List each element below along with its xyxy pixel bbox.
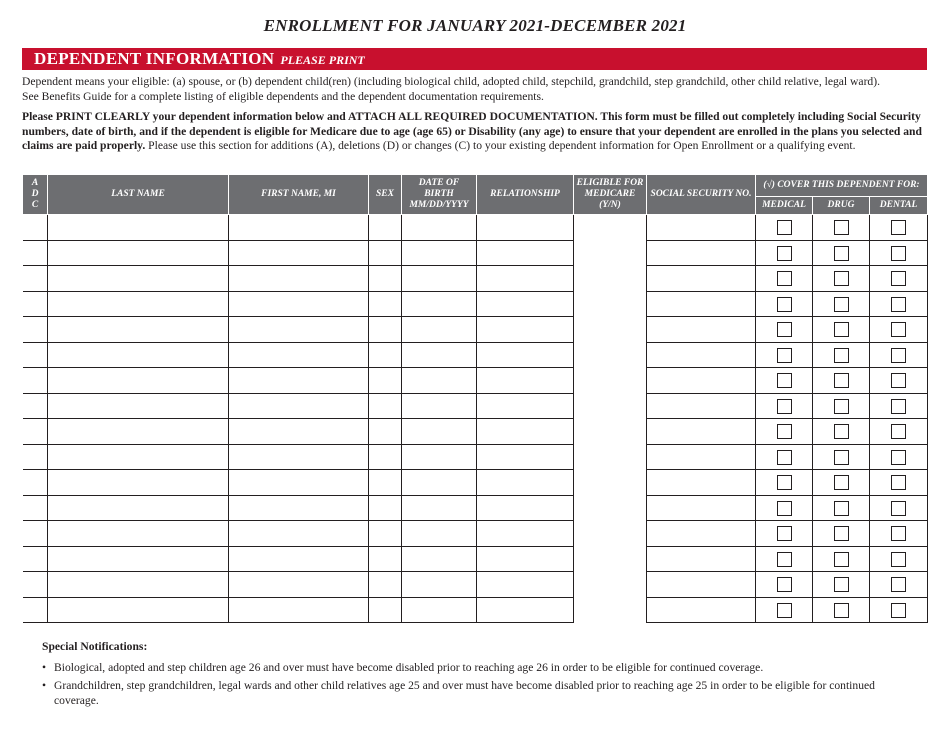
last-name-field[interactable]	[48, 368, 229, 394]
first-name-field[interactable]	[229, 393, 369, 419]
dental-checkbox[interactable]	[891, 501, 906, 516]
medicare-field[interactable]	[574, 546, 647, 572]
table-row	[23, 368, 928, 394]
ssn-field[interactable]	[647, 215, 756, 241]
dental-cell	[870, 342, 928, 368]
adc-field[interactable]	[23, 444, 48, 470]
adc-field[interactable]	[23, 521, 48, 547]
first-name-field[interactable]	[229, 240, 369, 266]
date-of-birth-field[interactable]	[402, 393, 477, 419]
table-row	[23, 342, 928, 368]
date-of-birth-field[interactable]	[402, 572, 477, 598]
medical-checkbox[interactable]	[777, 424, 792, 439]
table-row	[23, 215, 928, 241]
drug-checkbox[interactable]	[834, 577, 849, 592]
drug-checkbox[interactable]	[834, 424, 849, 439]
first-name-field[interactable]	[229, 215, 369, 241]
drug-checkbox[interactable]	[834, 373, 849, 388]
relationship-field[interactable]	[477, 317, 574, 343]
dental-checkbox[interactable]	[891, 424, 906, 439]
dental-cell	[870, 393, 928, 419]
adc-field[interactable]	[23, 419, 48, 445]
medical-cell	[756, 572, 813, 598]
medical-checkbox[interactable]	[777, 322, 792, 337]
last-name-field[interactable]	[48, 419, 229, 445]
drug-cell	[813, 572, 870, 598]
ssn-field[interactable]	[647, 495, 756, 521]
drug-cell	[813, 546, 870, 572]
ssn-field[interactable]	[647, 546, 756, 572]
sex-field[interactable]	[369, 521, 402, 547]
adc-field[interactable]	[23, 597, 48, 623]
last-name-field[interactable]	[48, 546, 229, 572]
dental-checkbox[interactable]	[891, 450, 906, 465]
adc-field[interactable]	[23, 266, 48, 292]
dental-cell	[870, 444, 928, 470]
first-name-field[interactable]	[229, 495, 369, 521]
ssn-field[interactable]	[647, 597, 756, 623]
relationship-field[interactable]	[477, 393, 574, 419]
sex-field[interactable]	[369, 215, 402, 241]
medical-cell	[756, 419, 813, 445]
table-row	[23, 444, 928, 470]
last-name-field[interactable]	[48, 597, 229, 623]
relationship-field[interactable]	[477, 419, 574, 445]
relationship-field[interactable]	[477, 342, 574, 368]
first-name-field[interactable]	[229, 546, 369, 572]
dental-checkbox[interactable]	[891, 552, 906, 567]
relationship-field[interactable]	[477, 470, 574, 496]
date-of-birth-field[interactable]	[402, 266, 477, 292]
dental-cell	[870, 521, 928, 547]
notification-item: • Grandchildren, step grandchildren, legal wards and other child relatives age 25 and over must have become disabled prior to reaching age 25 in order to be eligible for continued coverage.	[42, 679, 875, 707]
sex-field[interactable]	[369, 266, 402, 292]
last-name-field[interactable]	[48, 342, 229, 368]
table-row	[23, 521, 928, 547]
date-of-birth-field[interactable]	[402, 240, 477, 266]
col-medical: MEDICAL	[756, 197, 813, 215]
dental-checkbox[interactable]	[891, 373, 906, 388]
dental-cell	[870, 470, 928, 496]
date-of-birth-field[interactable]	[402, 317, 477, 343]
adc-field[interactable]	[23, 291, 48, 317]
last-name-field[interactable]	[48, 240, 229, 266]
medicare-field[interactable]	[574, 342, 647, 368]
intro-line-2: See Benefits Guide for a complete listing of eligible dependents and the dependent documentation requirements.	[22, 89, 544, 103]
ssn-field[interactable]	[647, 342, 756, 368]
dental-checkbox[interactable]	[891, 526, 906, 541]
last-name-field[interactable]	[48, 470, 229, 496]
table-row	[23, 393, 928, 419]
ssn-field[interactable]	[647, 368, 756, 394]
ssn-field[interactable]	[647, 240, 756, 266]
drug-checkbox[interactable]	[834, 322, 849, 337]
table-row	[23, 317, 928, 343]
medical-cell	[756, 215, 813, 241]
date-of-birth-field[interactable]	[402, 495, 477, 521]
sex-field[interactable]	[369, 444, 402, 470]
drug-cell	[813, 444, 870, 470]
adc-field[interactable]	[23, 470, 48, 496]
relationship-field[interactable]	[477, 572, 574, 598]
medicare-field[interactable]	[574, 291, 647, 317]
col-medicare: ELIGIBLE FOR MEDICARE (Y/N)	[574, 175, 647, 215]
date-of-birth-field[interactable]	[402, 470, 477, 496]
sex-field[interactable]	[369, 317, 402, 343]
col-relationship: RELATIONSHIP	[477, 175, 574, 215]
date-of-birth-field[interactable]	[402, 444, 477, 470]
last-name-field[interactable]	[48, 317, 229, 343]
col-drug: DRUG	[813, 197, 870, 215]
first-name-field[interactable]	[229, 266, 369, 292]
table-row	[23, 266, 928, 292]
last-name-field[interactable]	[48, 291, 229, 317]
medicare-field[interactable]	[574, 470, 647, 496]
sex-field[interactable]	[369, 291, 402, 317]
instructions-normal: Please use this section for additions (A), deletions (D) or changes (C) to your existing dependent information for Open Enrollment or a qualifying event.	[145, 139, 856, 152]
notification-item: • Biological, adopted and step children age 26 and over must have become disabled prior to reaching age 26 in order to be eligible for continued coverage.	[42, 660, 764, 674]
adc-field[interactable]	[23, 240, 48, 266]
medical-checkbox[interactable]	[777, 348, 792, 363]
instructions	[22, 110, 928, 154]
dental-cell	[870, 266, 928, 292]
last-name-field[interactable]	[48, 521, 229, 547]
drug-cell	[813, 597, 870, 623]
medicare-field[interactable]	[574, 495, 647, 521]
drug-checkbox[interactable]	[834, 271, 849, 286]
medical-cell	[756, 495, 813, 521]
dental-cell	[870, 495, 928, 521]
date-of-birth-field[interactable]	[402, 342, 477, 368]
date-of-birth-field[interactable]	[402, 597, 477, 623]
first-name-field[interactable]	[229, 291, 369, 317]
medical-cell	[756, 597, 813, 623]
dental-cell	[870, 291, 928, 317]
medicare-field[interactable]	[574, 240, 647, 266]
medical-checkbox[interactable]	[777, 526, 792, 541]
dental-checkbox[interactable]	[891, 271, 906, 286]
sex-field[interactable]	[369, 419, 402, 445]
dental-checkbox[interactable]	[891, 603, 906, 618]
medical-checkbox[interactable]	[777, 220, 792, 235]
col-cover-header: (√) COVER THIS DEPENDENT FOR:	[756, 175, 928, 197]
first-name-field[interactable]	[229, 444, 369, 470]
dental-checkbox[interactable]	[891, 322, 906, 337]
relationship-field[interactable]	[477, 495, 574, 521]
relationship-field[interactable]	[477, 444, 574, 470]
ssn-field[interactable]	[647, 470, 756, 496]
relationship-field[interactable]	[477, 368, 574, 394]
drug-checkbox[interactable]	[834, 475, 849, 490]
table-row	[23, 495, 928, 521]
dental-checkbox[interactable]	[891, 348, 906, 363]
dental-checkbox[interactable]	[891, 220, 906, 235]
col-first-name: FIRST NAME, MI	[229, 175, 369, 215]
medical-cell	[756, 291, 813, 317]
notifications-heading: Special Notifications:	[42, 640, 148, 653]
special-notifications	[42, 640, 882, 712]
adc-field[interactable]	[23, 495, 48, 521]
medical-cell	[756, 444, 813, 470]
dental-cell	[870, 215, 928, 241]
last-name-field[interactable]	[48, 444, 229, 470]
drug-checkbox[interactable]	[834, 603, 849, 618]
table-row	[23, 470, 928, 496]
dental-cell	[870, 317, 928, 343]
drug-cell	[813, 495, 870, 521]
date-of-birth-field[interactable]	[402, 291, 477, 317]
dental-checkbox[interactable]	[891, 297, 906, 312]
drug-checkbox[interactable]	[834, 501, 849, 516]
drug-checkbox[interactable]	[834, 297, 849, 312]
medicare-field[interactable]	[574, 266, 647, 292]
date-of-birth-field[interactable]	[402, 546, 477, 572]
drug-cell	[813, 291, 870, 317]
adc-field[interactable]	[23, 572, 48, 598]
medical-cell	[756, 317, 813, 343]
date-of-birth-field[interactable]	[402, 215, 477, 241]
first-name-field[interactable]	[229, 521, 369, 547]
date-of-birth-field[interactable]	[402, 419, 477, 445]
ssn-field[interactable]	[647, 572, 756, 598]
sex-field[interactable]	[369, 240, 402, 266]
medicare-field[interactable]	[574, 521, 647, 547]
first-name-field[interactable]	[229, 470, 369, 496]
medical-checkbox[interactable]	[777, 450, 792, 465]
medical-checkbox[interactable]	[777, 603, 792, 618]
drug-cell	[813, 521, 870, 547]
sex-field[interactable]	[369, 368, 402, 394]
last-name-field[interactable]	[48, 393, 229, 419]
medical-cell	[756, 368, 813, 394]
ssn-field[interactable]	[647, 444, 756, 470]
table-row	[23, 597, 928, 623]
medicare-field[interactable]	[574, 393, 647, 419]
medicare-field[interactable]	[574, 317, 647, 343]
medicare-field[interactable]	[574, 215, 647, 241]
medical-checkbox[interactable]	[777, 577, 792, 592]
drug-checkbox[interactable]	[834, 450, 849, 465]
col-adc: A D C	[23, 175, 48, 215]
medical-checkbox[interactable]	[777, 552, 792, 567]
dental-checkbox[interactable]	[891, 475, 906, 490]
drug-checkbox[interactable]	[834, 246, 849, 261]
dental-cell	[870, 240, 928, 266]
table-row	[23, 419, 928, 445]
table-row	[23, 291, 928, 317]
drug-checkbox[interactable]	[834, 526, 849, 541]
dental-cell	[870, 368, 928, 394]
sex-field[interactable]	[369, 342, 402, 368]
relationship-field[interactable]	[477, 240, 574, 266]
sex-field[interactable]	[369, 393, 402, 419]
table-row	[23, 546, 928, 572]
dental-checkbox[interactable]	[891, 246, 906, 261]
adc-field[interactable]	[23, 215, 48, 241]
sex-field[interactable]	[369, 546, 402, 572]
medical-cell	[756, 342, 813, 368]
table-row	[23, 240, 928, 266]
relationship-field[interactable]	[477, 546, 574, 572]
table-row	[23, 572, 928, 598]
first-name-field[interactable]	[229, 342, 369, 368]
dental-cell	[870, 419, 928, 445]
medical-cell	[756, 393, 813, 419]
dental-cell	[870, 572, 928, 598]
drug-cell	[813, 368, 870, 394]
last-name-field[interactable]	[48, 215, 229, 241]
medical-checkbox[interactable]	[777, 399, 792, 414]
section-banner	[22, 48, 927, 70]
drug-cell	[813, 215, 870, 241]
drug-cell	[813, 240, 870, 266]
col-date-of-birth: DATE OF BIRTH MM/DD/YYYY	[402, 175, 477, 215]
relationship-field[interactable]	[477, 215, 574, 241]
section-heading: DEPENDENT INFORMATION	[34, 49, 275, 68]
medical-cell	[756, 521, 813, 547]
drug-cell	[813, 342, 870, 368]
date-of-birth-field[interactable]	[402, 521, 477, 547]
first-name-field[interactable]	[229, 572, 369, 598]
medicare-field[interactable]	[574, 444, 647, 470]
col-ssn: SOCIAL SECURITY NO.	[647, 175, 756, 215]
drug-cell	[813, 317, 870, 343]
medical-checkbox[interactable]	[777, 271, 792, 286]
sex-field[interactable]	[369, 495, 402, 521]
drug-cell	[813, 266, 870, 292]
drug-checkbox[interactable]	[834, 348, 849, 363]
adc-field[interactable]	[23, 393, 48, 419]
last-name-field[interactable]	[48, 266, 229, 292]
medicare-field[interactable]	[574, 597, 647, 623]
medical-checkbox[interactable]	[777, 501, 792, 516]
ssn-field[interactable]	[647, 521, 756, 547]
dependent-definition	[22, 75, 928, 104]
adc-field[interactable]	[23, 368, 48, 394]
drug-checkbox[interactable]	[834, 399, 849, 414]
dependent-table	[22, 174, 928, 623]
dental-cell	[870, 597, 928, 623]
relationship-field[interactable]	[477, 266, 574, 292]
medicare-field[interactable]	[574, 572, 647, 598]
adc-field[interactable]	[23, 546, 48, 572]
ssn-field[interactable]	[647, 419, 756, 445]
medical-cell	[756, 266, 813, 292]
table-body	[23, 215, 928, 623]
medical-cell	[756, 240, 813, 266]
relationship-field[interactable]	[477, 597, 574, 623]
col-dental: DENTAL	[870, 197, 928, 215]
adc-field[interactable]	[23, 342, 48, 368]
intro-line-1: Dependent means your eligible: (a) spouse, or (b) dependent child(ren) (including biological child, adopted child, stepchild, grandchild, step grandchild, other child relative, legal ward).	[22, 75, 880, 88]
form-title: ENROLLMENT FOR JANUARY 2021-DECEMBER 2021	[263, 16, 687, 35]
first-name-field[interactable]	[229, 597, 369, 623]
medical-checkbox[interactable]	[777, 475, 792, 490]
sex-field[interactable]	[369, 597, 402, 623]
col-last-name: LAST NAME	[48, 175, 229, 215]
first-name-field[interactable]	[229, 419, 369, 445]
drug-cell	[813, 419, 870, 445]
drug-cell	[813, 393, 870, 419]
instructions-bold: Please PRINT CLEARLY your dependent information below and ATTACH ALL REQUIRED DOCUMENTATION. This form must be filled out completely including Social Security numbers, date of birth, and if the dependent is eligible for Medicare due to age (age 65) or Disability (any age) to ensure that your dependent are enrolled in the plans you selected and claims are paid properly.	[22, 110, 922, 152]
dental-checkbox[interactable]	[891, 399, 906, 414]
sex-field[interactable]	[369, 470, 402, 496]
medical-checkbox[interactable]	[777, 373, 792, 388]
last-name-field[interactable]	[48, 572, 229, 598]
ssn-field[interactable]	[647, 291, 756, 317]
dental-checkbox[interactable]	[891, 577, 906, 592]
first-name-field[interactable]	[229, 368, 369, 394]
medical-checkbox[interactable]	[777, 246, 792, 261]
ssn-field[interactable]	[647, 317, 756, 343]
medical-cell	[756, 546, 813, 572]
col-sex: SEX	[369, 175, 402, 215]
drug-cell	[813, 470, 870, 496]
medical-cell	[756, 470, 813, 496]
drug-checkbox[interactable]	[834, 220, 849, 235]
medical-checkbox[interactable]	[777, 297, 792, 312]
medicare-field[interactable]	[574, 419, 647, 445]
last-name-field[interactable]	[48, 495, 229, 521]
first-name-field[interactable]	[229, 317, 369, 343]
adc-field[interactable]	[23, 317, 48, 343]
dental-cell	[870, 546, 928, 572]
medicare-field[interactable]	[574, 368, 647, 394]
date-of-birth-field[interactable]	[402, 368, 477, 394]
section-subheading: PLEASE PRINT	[280, 53, 365, 67]
sex-field[interactable]	[369, 572, 402, 598]
ssn-field[interactable]	[647, 266, 756, 292]
relationship-field[interactable]	[477, 521, 574, 547]
ssn-field[interactable]	[647, 393, 756, 419]
relationship-field[interactable]	[477, 291, 574, 317]
drug-checkbox[interactable]	[834, 552, 849, 567]
